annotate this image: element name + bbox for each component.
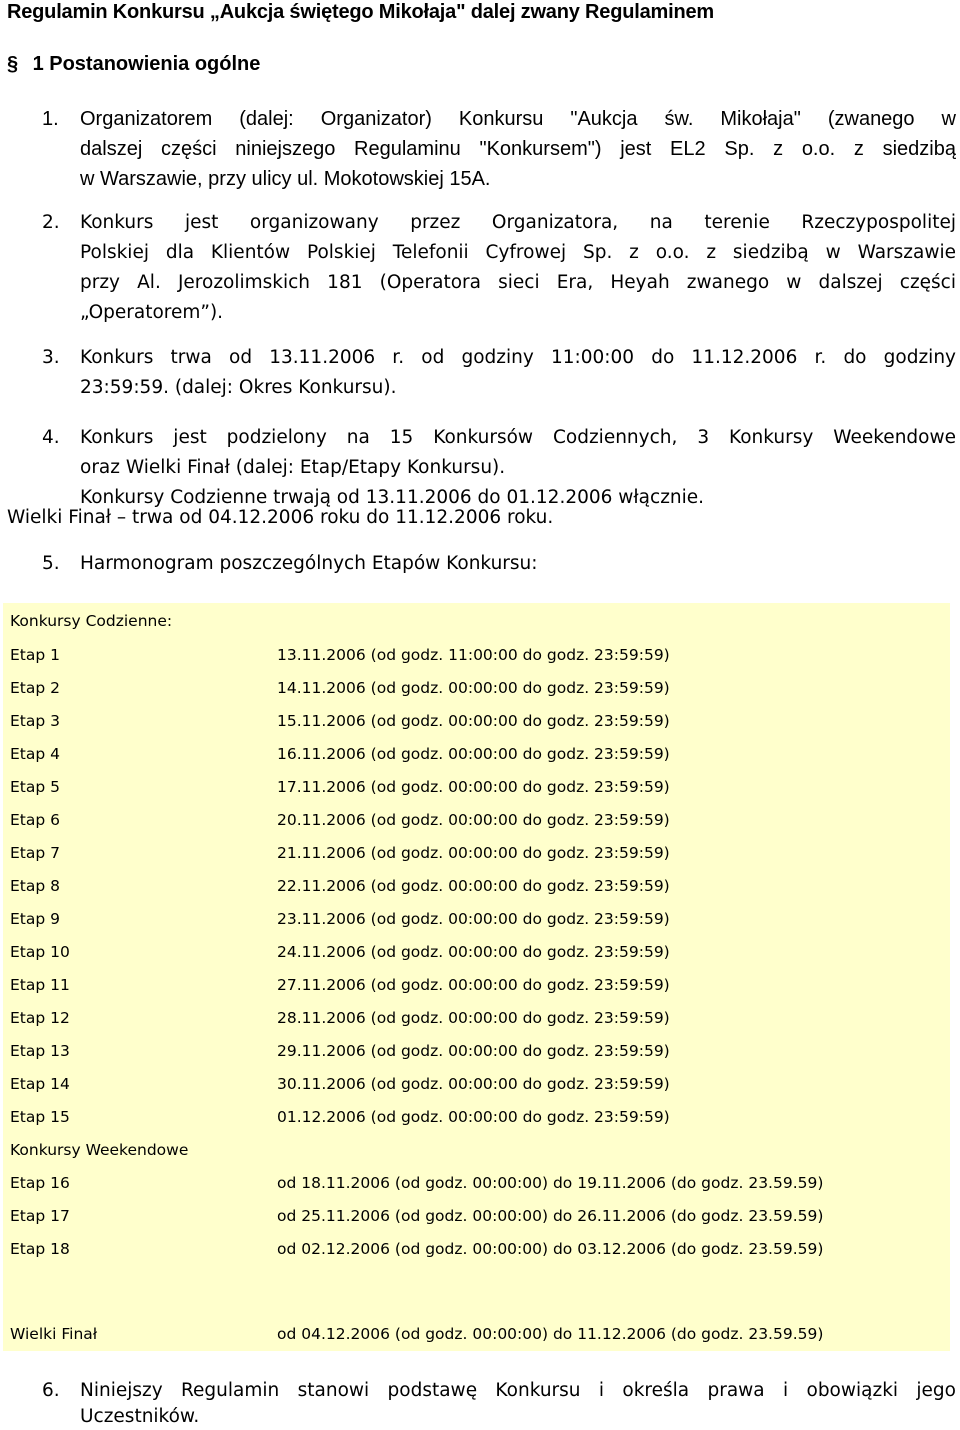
etap-dates: 29.11.2006 (od godz. 00:00:00 do godz. 23:59:59): [277, 1042, 670, 1060]
etap-label: Etap 11: [10, 976, 70, 994]
etap-dates: 22.11.2006 (od godz. 00:00:00 do godz. 23:59:59): [277, 877, 670, 895]
etap-label: Etap 10: [10, 943, 70, 961]
text-line: dalszej części niniejszego Regulaminu "Konkursem") jest EL2 Sp. z o.o. z siedzibą: [80, 138, 956, 160]
etap-dates: od 18.11.2006 (od godz. 00:00:00) do 19.11.2006 (do godz. 23.59.59): [277, 1174, 824, 1192]
point-text: [80, 549, 956, 579]
text-line: Konkurs jest podzielony na 15 Konkursów Codziennych, 3 Konkursy Weekendowe: [80, 427, 956, 448]
point-number: 2.: [42, 212, 60, 233]
etap-label: Etap 8: [10, 877, 60, 895]
etap-dates: 28.11.2006 (od godz. 00:00:00 do godz. 23:59:59): [277, 1009, 670, 1027]
text-line: Konkurs trwa od 13.11.2006 r. od godziny 11:00:00 do 11.12.2006 r. do godziny: [80, 347, 956, 368]
text-line: Organizatorem (dalej: Organizator) Konkursu "Aukcja św. Mikołaja" (zwanego w: [80, 108, 956, 130]
point-text: [80, 423, 956, 513]
etap-label: Etap 15: [10, 1108, 70, 1126]
section-heading: [7, 53, 260, 76]
etap-label: Etap 14: [10, 1075, 70, 1093]
etap-dates: 30.11.2006 (od godz. 00:00:00 do godz. 23:59:59): [277, 1075, 670, 1093]
point-text: [80, 104, 956, 194]
document-title: Regulamin Konkursu „Aukcja świętego Mikołaja" dalej zwany Regulaminem: [7, 1, 714, 23]
point-text: [80, 343, 956, 403]
etap-label: Etap 16: [10, 1174, 70, 1192]
point-text: [80, 1378, 956, 1430]
schedule-box: [3, 603, 950, 1351]
etap-dates: 24.11.2006 (od godz. 00:00:00 do godz. 23:59:59): [277, 943, 670, 961]
etap-dates: od 02.12.2006 (od godz. 00:00:00) do 03.12.2006 (do godz. 23.59.59): [277, 1240, 824, 1258]
etap-dates: 16.11.2006 (od godz. 00:00:00 do godz. 23:59:59): [277, 745, 670, 763]
etap-label: Etap 3: [10, 712, 60, 730]
section-sign: §: [7, 53, 19, 75]
etap-label: Etap 7: [10, 844, 60, 862]
text-line: w Warszawie, przy ulicy ul. Mokotowskiej 15A.: [80, 168, 491, 190]
final-dates: od 04.12.2006 (od godz. 00:00:00) do 11.12.2006 (do godz. 23.59.59): [277, 1325, 824, 1343]
etap-dates: 15.11.2006 (od godz. 00:00:00 do godz. 23:59:59): [277, 712, 670, 730]
etap-dates: 27.11.2006 (od godz. 00:00:00 do godz. 23:59:59): [277, 976, 670, 994]
text-line: Konkursy Codzienne trwają od 13.11.2006 do 01.12.2006 włącznie.: [80, 487, 705, 508]
etap-dates: 23.11.2006 (od godz. 00:00:00 do godz. 23:59:59): [277, 910, 670, 928]
etap-label: Etap 9: [10, 910, 60, 928]
etap-label: Etap 4: [10, 745, 60, 763]
etap-label: Etap 2: [10, 679, 60, 697]
etap-label: Etap 1: [10, 646, 60, 664]
etap-label: Etap 13: [10, 1042, 70, 1060]
point-number: 3.: [42, 347, 60, 368]
point-number: 1.: [42, 108, 59, 130]
etap-dates: 17.11.2006 (od godz. 00:00:00 do godz. 23:59:59): [277, 778, 670, 796]
etap-label: Etap 17: [10, 1207, 70, 1225]
etap-dates: 13.11.2006 (od godz. 11:00:00 do godz. 23:59:59): [277, 646, 670, 664]
wielki-final-line: Wielki Finał – trwa od 04.12.2006 roku do 11.12.2006 roku.: [7, 507, 554, 528]
section-label: 1 Postanowienia ogólne: [32, 53, 261, 75]
text-line: „Operatorem”).: [80, 302, 224, 323]
point-number: 4.: [42, 427, 60, 448]
point-number: 5.: [42, 553, 60, 574]
etap-dates: 20.11.2006 (od godz. 00:00:00 do godz. 23:59:59): [277, 811, 670, 829]
etap-dates: 14.11.2006 (od godz. 00:00:00 do godz. 23:59:59): [277, 679, 670, 697]
point-number: 6.: [42, 1380, 60, 1401]
text-line: Harmonogram poszczególnych Etapów Konkursu:: [80, 553, 538, 574]
text-line: Uczestników.: [80, 1406, 200, 1427]
etap-label: Etap 18: [10, 1240, 70, 1258]
etap-dates: 21.11.2006 (od godz. 00:00:00 do godz. 23:59:59): [277, 844, 670, 862]
text-line: Niniejszy Regulamin stanowi podstawę Konkursu i określa prawa i obowiązki jego: [80, 1380, 956, 1401]
weekend-heading: Konkursy Weekendowe: [10, 1141, 189, 1159]
etap-label: Etap 12: [10, 1009, 70, 1027]
final-label: Wielki Finał: [10, 1325, 98, 1343]
point-text: [80, 208, 956, 328]
etap-dates: 01.12.2006 (od godz. 00:00:00 do godz. 23:59:59): [277, 1108, 670, 1126]
daily-heading: Konkursy Codzienne:: [10, 612, 173, 630]
text-line: oraz Wielki Finał (dalej: Etap/Etapy Konkursu).: [80, 457, 506, 478]
text-line: Konkurs jest organizowany przez Organizatora, na terenie Rzeczypospolitej: [80, 212, 956, 233]
text-line: 23:59:59. (dalej: Okres Konkursu).: [80, 377, 397, 398]
text-line: Polskiej dla Klientów Polskiej Telefonii Cyfrowej Sp. z o.o. z siedzibą w Warszawie: [80, 242, 956, 263]
etap-dates: od 25.11.2006 (od godz. 00:00:00) do 26.11.2006 (do godz. 23.59.59): [277, 1207, 824, 1225]
etap-label: Etap 5: [10, 778, 60, 796]
etap-label: Etap 6: [10, 811, 60, 829]
text-line: przy Al. Jerozolimskich 181 (Operatora sieci Era, Heyah zwanego w dalszej części: [80, 272, 956, 293]
